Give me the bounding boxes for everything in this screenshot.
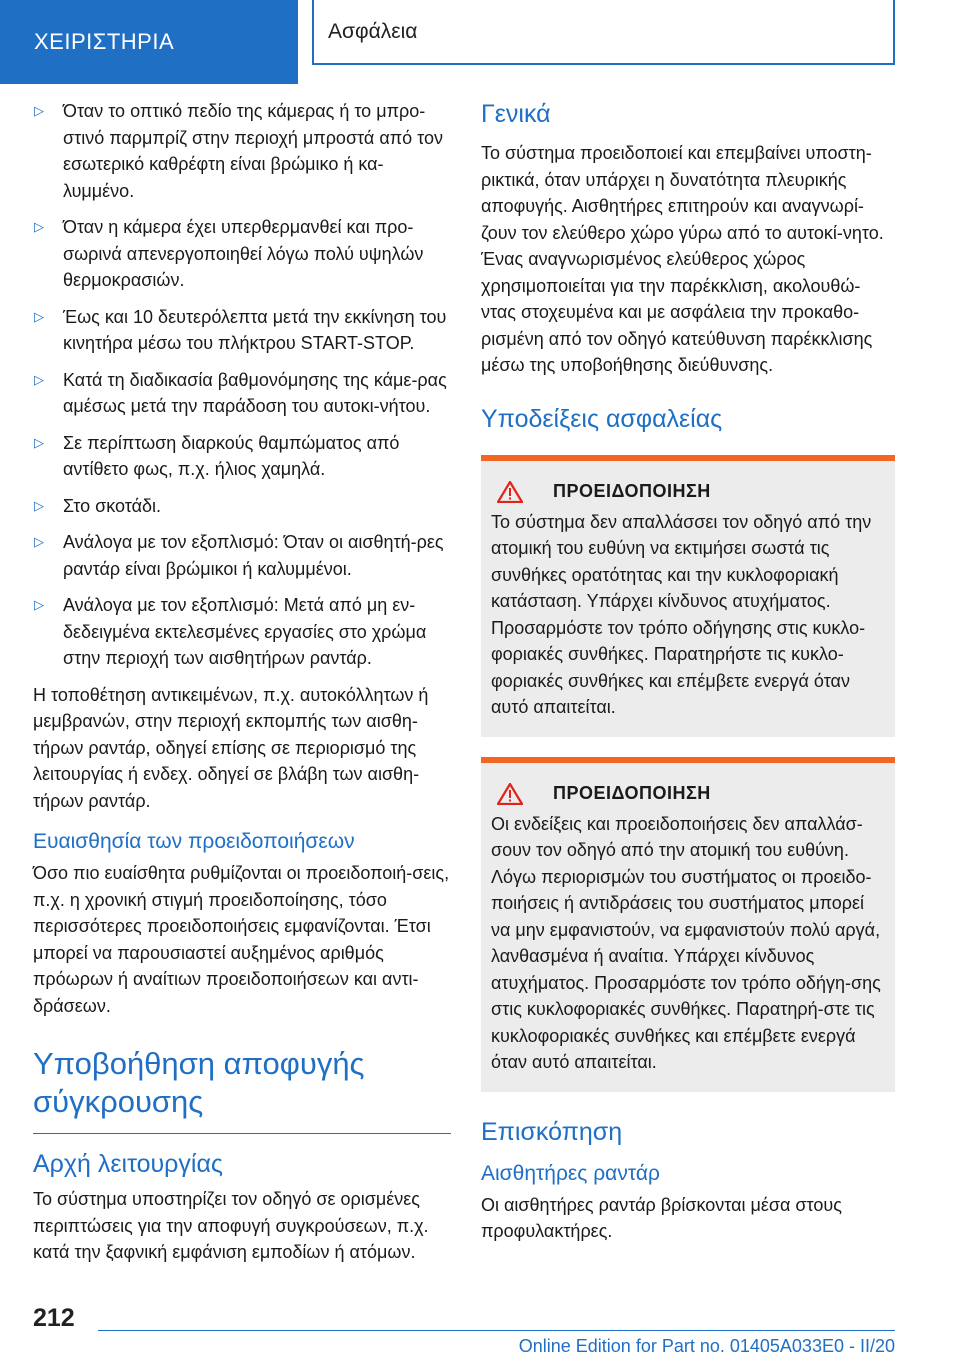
warning-header (491, 481, 885, 503)
triangle-bullet-icon: ▷ (34, 597, 44, 612)
edition-info: Online Edition for Part no. 01405A033E0 - II/20 (518, 1336, 895, 1356)
sensitivity-paragraph: Όσο πιο ευαίσθητα ρυθμίζονται οι προειδοποιή-σεις, π.χ. η χρονική στιγμή προειδοποίησης, τόσο περισσότερες προειδοποιήσεις εμφανίζονται. Έτσι μπορεί να παρουσιαστεί αυξημένος αριθμός πρόωρων ή αναίτιων προειδοποιήσεων και αντι-δράσεων. (33, 863, 450, 1016)
chapter-tab[interactable] (0, 0, 298, 84)
safety-heading: Υποδείξεις ασφαλείας (481, 404, 723, 433)
radar-paragraph: Οι αισθητήρες ραντάρ βρίσκονται μέσα στους προφυλακτήρες. (481, 1194, 842, 1241)
warning-text: Το σύστημα δεν απαλλάσσει τον οδηγό από την ατομική του ευθύνη να εκτιμήσει σωστά τις συνθήκες ορατότητας και την κυκλοφοριακή κατάσταση. Υπάρχει κίνδυνος ατυχήματος. Προσαρμόστε τον τρόπο οδήγησης στις κυκλο-φοριακές συνθήκες. Παρατηρήστε τις κυκλο-φοριακές συνθήκες και επέμβετε ενεργά όταν αυτό απαιτείται. (491, 511, 872, 717)
sensitivity-heading: Ευαισθησία των προειδοποιήσεων (33, 830, 355, 853)
chapter-tab-label: ΧΕΙΡΙΣΤΗΡΙΑ (34, 29, 175, 54)
triangle-bullet-icon: ▷ (34, 434, 44, 450)
page-number: 212 (33, 1304, 75, 1332)
triangle-bullet-icon: ▷ (34, 219, 44, 234)
warning-triangle-icon (497, 481, 523, 503)
triangle-bullet-icon: ▷ (34, 497, 44, 513)
general-paragraph: Το σύστημα προειδοποιεί και επεμβαίνει υποστη-ρικτικά, όταν υπάρχει η δυνατότητα πλευρικής αποφυγής. Αισθητήρες επιτηρούν και αναγνωρί-ζουν τον ελεύθερο χώρο γύρω από το αυτοκί-νητο. Ένας αναγνωρισμένος ελεύθερος χώρος χρησιμοποιείται για την παρέκκλιση, ακολουθώ-ντας στοχευμένα και με ασφάλεια την προκαθο-ρισμένη από τον οδηγό κατεύθυνση παρέκκλισης μέσω της υποβοήθησης διεύθυνσης. (481, 143, 884, 375)
limitations-list (33, 98, 451, 672)
warning-triangle-icon (497, 783, 523, 805)
warning-text: Οι ενδείξεις και προειδοποιήσεις δεν απαλλάσ-σουν τον οδηγό από την ατομική του ευθύνη. Λόγω περιορισμών του συστήματος οι προειδο-ποιήσεις ή αντιδράσεις του συστήματος μπορεί να μην εμφανιστούν, να εμφανιστούν πολύ αργά, λανθασμένα ή αναίτια. Υπάρχει κίνδυνος ατυχήματος. Προσαρμόστε τον τρόπο οδήγη-σης στις κυκλοφοριακές συνθήκες. Παρατηρή-στε τις κυκλοφοριακές συνθήκες και επέμβετε ενεργά όταν αυτό απαιτείται. (491, 813, 881, 1072)
warning-title: ΠΡΟΕΙΔΟΠΟΙΗΣΗ (553, 481, 711, 501)
list-item: ▷ Ανάλογα με τον εξοπλισμό: Μετά από μη εν-δεδειγμένα εκτελεσμένες εργασίες στο χρώμα στην περιοχή των αισθητήρων ραντάρ. (33, 592, 451, 672)
list-item: ▷ Κατά τη διαδικασία βαθμονόμησης της κάμε-ρας αμέσως μετά την παράδοση του αυτοκι-νήτου. (33, 367, 451, 420)
section-title: Ασφάλεια (328, 19, 418, 43)
warning-box (481, 757, 895, 1092)
main-heading: Υποβοήθηση αποφυγής σύγκρουσης (33, 1046, 365, 1119)
list-item: ▷ Σε περίπτωση διαρκούς θαμπώματος από αντίθετο φως, π.χ. ήλιος χαμηλά. (33, 430, 451, 483)
radar-heading: Αισθητήρες ραντάρ (481, 1161, 660, 1185)
overview-heading: Επισκόπηση (481, 1117, 623, 1146)
heading-divider (33, 1133, 451, 1134)
warning-title: ΠΡΟΕΙΔΟΠΟΙΗΣΗ (553, 783, 711, 803)
list-item: ▷ Όταν η κάμερα έχει υπερθερμανθεί και προ-σωρινά απενεργοποιηθεί λόγω πολύ υψηλών θερμοκρασιών. (33, 214, 451, 294)
right-column (481, 98, 895, 1245)
section-header (312, 0, 895, 65)
triangle-bullet-icon: ▷ (34, 308, 44, 324)
general-heading: Γενικά (481, 100, 551, 128)
left-column (33, 98, 451, 1266)
triangle-bullet-icon: ▷ (34, 534, 44, 549)
list-item: ▷ Έως και 10 δευτερόλεπτα μετά την εκκίνηση του κινητήρα μέσω του πλήκτρου START-STOP. (33, 304, 451, 357)
footer-divider (98, 1330, 895, 1331)
list-item: ▷ Ανάλογα με τον εξοπλισμό: Όταν οι αισθητή-ρες ραντάρ είναι βρώμικοι ή καλυμμένοι. (33, 529, 451, 582)
warning-box (481, 455, 895, 737)
objects-paragraph: Η τοποθέτηση αντικειμένων, π.χ. αυτοκόλλητων ή μεμβρανών, στην περιοχή εκπομπής των αισθη-τήρων ραντάρ, οδηγεί επίσης σε περιορισμό της λειτουργίας ή ενδεχ. οδηγεί σε βλάβη των αισθη-τήρων ραντάρ. (33, 684, 429, 811)
principle-heading: Αρχή λειτουργίας (33, 1150, 223, 1178)
triangle-bullet-icon: ▷ (34, 103, 44, 118)
list-item: ▷ Στο σκοτάδι. (33, 493, 451, 520)
triangle-bullet-icon: ▷ (34, 371, 44, 387)
principle-paragraph: Το σύστημα υποστηρίζει τον οδηγό σε ορισμένες περιπτώσεις για την αποφυγή συγκρούσεων, π.χ. κατά την ξαφνική εμφάνιση εμποδίων ή ατόμων. (33, 1189, 429, 1262)
list-item: ▷ Όταν το οπτικό πεδίο της κάμερας ή το μπρο-στινό παρμπρίζ στην περιοχή μπροστά από τον εσωτερικό καθρέφτη είναι βρώμικο ή κα-λυμμένο. (33, 98, 451, 204)
warning-header (491, 783, 885, 805)
